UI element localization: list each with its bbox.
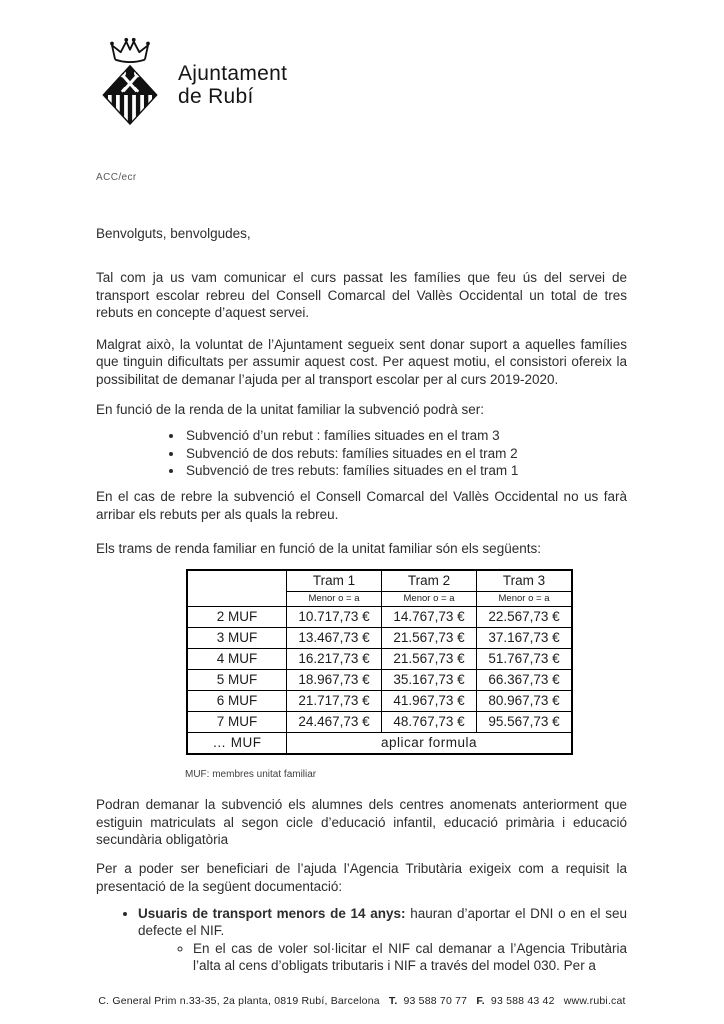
column-header: Tram 3	[477, 570, 573, 592]
list-item: • Subvenció d’un rebut : famílies situades en el tram 3	[184, 427, 627, 444]
cell-value: 41.967,73 €	[382, 691, 477, 712]
row-label: 6 MUF	[187, 691, 287, 712]
list-item-bold-label: Usuaris de transport menors de 14 anys:	[138, 905, 406, 921]
column-subheader: Menor o = a	[477, 592, 573, 607]
paragraph-intro: Tal com ja us vam comunicar el curs passat les famílies que feu ús del servei de transport escolar rebreu del Consell Comarcal del Vallès Occidental un total de tres rebuts en concepte d’aquest servei.	[96, 270, 627, 320]
footer-fax-label: F.	[476, 995, 485, 1007]
row-label: 4 MUF	[187, 649, 287, 670]
sublist-item-nif: ◦ En el cas de voler sol·licitar el NIF cal demanar a l’Agencia Tributària l’alta al cens d’obligats tributaris i NIF a través del model 030. Per a	[193, 940, 627, 975]
table-row	[187, 691, 572, 712]
table-header-row	[187, 570, 572, 592]
rubi-coat-of-arms-icon	[98, 36, 162, 126]
cell-value: 95.567,73 €	[477, 712, 573, 733]
documentation-sublist	[138, 940, 627, 975]
cell-value: 18.967,73 €	[287, 670, 382, 691]
row-label: … MUF	[187, 733, 287, 755]
list-item: • Subvenció de tres rebuts: famílies situades en el tram 1	[184, 462, 627, 479]
letterhead	[0, 0, 724, 126]
row-label: 7 MUF	[187, 712, 287, 733]
cell-value: 66.367,73 €	[477, 670, 573, 691]
cell-value: 21.567,73 €	[382, 628, 477, 649]
footer-address: C. General Prim n.33-35, 2a planta, 0819 Rubí, Barcelona	[98, 995, 380, 1007]
list-item-text: hauran d’aportar el DNI o en el seu defecte el NIF.	[138, 905, 627, 939]
org-name-line2: de Rubí	[178, 85, 254, 108]
paragraph-table-intro: Els trams de renda familiar en funció de la unitat familiar són els següents:	[96, 540, 541, 556]
cell-value: 16.217,73 €	[287, 649, 382, 670]
table-row	[187, 607, 572, 628]
paragraph-documentation-intro: Per a poder ser beneficiari de l’ajuda l’Agencia Tributària exigeix com a requisit la presentació de la següent documentació:	[96, 861, 627, 894]
document-reference: ACC/ecr	[96, 172, 137, 183]
letter-footer	[0, 995, 724, 1007]
footer-tel-label: T.	[388, 995, 398, 1007]
formula-cell: aplicar formula	[287, 733, 573, 755]
row-label: 2 MUF	[187, 607, 287, 628]
list-item-minors	[138, 905, 627, 974]
column-subheader: Menor o = a	[382, 592, 477, 607]
footer-website: www.rubi.cat	[563, 995, 626, 1007]
documentation-list	[96, 905, 627, 974]
cell-value: 35.167,73 €	[382, 670, 477, 691]
paragraph-receipts: En el cas de rebre la subvenció el Consell Comarcal del Vallès Occidental no us farà arribar els rebuts per als quals la rebreu.	[96, 489, 627, 522]
table-row	[187, 712, 572, 733]
cell-value: 80.967,73 €	[477, 691, 573, 712]
table-corner-cell	[187, 570, 287, 607]
table-footnote: MUF: membres unitat familiar	[185, 769, 317, 781]
table-row	[187, 649, 572, 670]
row-label: 5 MUF	[187, 670, 287, 691]
footer-fax: 93 588 43 42	[490, 995, 555, 1007]
column-header: Tram 2	[382, 570, 477, 592]
cell-value: 48.767,73 €	[382, 712, 477, 733]
letter-body	[0, 225, 724, 974]
list-item: • Subvenció de dos rebuts: famílies situades en el tram 2	[184, 445, 627, 462]
footer-tel: 93 588 70 77	[403, 995, 468, 1007]
cell-value: 21.717,73 €	[287, 691, 382, 712]
cell-value: 24.467,73 €	[287, 712, 382, 733]
paragraph-eligibility: Podran demanar la subvenció els alumnes dels centres anomenats anteriorment que estiguin matriculats al segon cicle d’educació infantil, educació primària i educació secundària obligatòria	[96, 797, 627, 848]
column-subheader: Menor o = a	[287, 592, 382, 607]
cell-value: 13.467,73 €	[287, 628, 382, 649]
org-wordmark	[178, 62, 287, 108]
cell-value: 10.717,73 €	[287, 607, 382, 628]
cell-value: 37.167,73 €	[477, 628, 573, 649]
column-header: Tram 1	[287, 570, 382, 592]
cell-value: 14.767,73 €	[382, 607, 477, 628]
table-row	[187, 628, 572, 649]
cell-value: 21.567,73 €	[382, 649, 477, 670]
subsidy-options-list	[96, 427, 627, 479]
paragraph-support: Malgrat això, la voluntat de l’Ajuntament segueix sent donar suport a aquelles famílies que tinguin dificultats per assumir aquest cost. Per aquest motiu, el consistori ofereix la possibilitat de demanar l’ajuda per al transport escolar per al curs 2019-2020.	[96, 337, 627, 387]
row-label: 3 MUF	[187, 628, 287, 649]
paragraph-subsidy-intro: En funció de la renda de la unitat familiar la subvenció podrà ser:	[96, 402, 484, 418]
org-name-line1: Ajuntament	[178, 62, 288, 85]
table-row	[187, 670, 572, 691]
cell-value: 51.767,73 €	[477, 649, 573, 670]
salutation: Benvolguts, benvolgudes,	[96, 226, 251, 241]
income-tranches-table	[186, 569, 573, 755]
cell-value: 22.567,73 €	[477, 607, 573, 628]
table-formula-row	[187, 733, 572, 755]
